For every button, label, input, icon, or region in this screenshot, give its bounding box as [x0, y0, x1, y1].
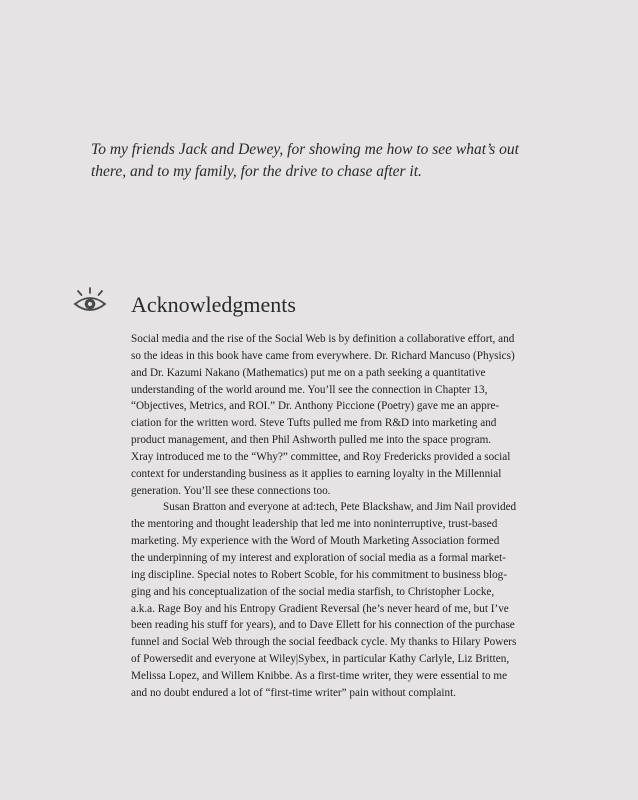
text-line: of Powersedit and everyone at Wiley|Sybex, in particular Kathy Carlyle, Liz Britten,: [131, 653, 510, 666]
text-line: Melissa Lopez, and Willem Knibbe. As a first-time writer, they were essential to me: [131, 669, 508, 682]
dedication-line: there, and to my family, for the drive to chase after it.: [91, 163, 422, 180]
paragraph: [131, 499, 571, 701]
eye-icon: [72, 287, 110, 315]
text-line: Susan Bratton and everyone at ad:tech, Pete Blackshaw, and Jim Nail provided: [163, 501, 517, 514]
text-line: funnel and Social Web through the social feedback cycle. My thanks to Hilary Powers: [131, 636, 517, 649]
text-line: marketing. My experience with the Word of Mouth Marketing Association formed: [131, 535, 500, 548]
text-line: the underpinning of my interest and exploration of social media as a formal market-: [131, 551, 506, 564]
text-line: “Objectives, Metrics, and ROI.” Dr. Anthony Piccione (Poetry) gave me an appre-: [131, 400, 500, 413]
section-title: Acknowledgments: [131, 292, 296, 317]
text-line: Social media and the rise of the Social Web is by definition a collaborative effort, and: [131, 333, 515, 345]
text-line: Xray introduced me to the “Why?” committee, and Roy Fredericks provided a social: [131, 450, 511, 463]
text-line: so the ideas in this book have came from everywhere. Dr. Richard Mancuso (Physics): [131, 349, 515, 362]
dedication-line: To my friends Jack and Dewey, for showing me how to see what’s out: [91, 141, 519, 158]
text-line: understanding of the world around me. You’ll see the connection in Chapter 13,: [131, 383, 488, 396]
text-line: generation. You’ll see these connections too.: [131, 484, 331, 497]
text-line: context for understanding business as it applies to earning loyalty in the Millennial: [131, 467, 502, 480]
dedication: [91, 139, 591, 183]
text-line: and Dr. Kazumi Nakano (Mathematics) put me on a path seeking a quantitative: [131, 366, 486, 379]
text-line: ciation for the written word. Steve Tufts pulled me from R&D into marketing and: [131, 417, 497, 430]
text-line: been reading his stuff for years), and to Dave Ellett for his connection of the purchase: [131, 619, 515, 632]
acknowledgments-body: [131, 331, 571, 702]
text-line: the mentoring and thought leadership that led me into noninterruptive, trust-based: [131, 518, 498, 531]
text-line: ging and his conceptualization of the social media starfish, to Christopher Locke,: [131, 585, 495, 598]
text-line: and no doubt endured a lot of “first-time writer” pain without complaint.: [131, 686, 456, 699]
text-line: product management, and then Phil Ashworth pulled me into the space program.: [131, 434, 492, 447]
text-line: ing discipline. Special notes to Robert Scoble, for his commitment to business blog-: [131, 568, 507, 581]
text-line: a.k.a. Rage Boy and his Entropy Gradient Reversal (he’s never heard of me, but I’ve: [131, 602, 509, 615]
paragraph: [131, 331, 571, 499]
